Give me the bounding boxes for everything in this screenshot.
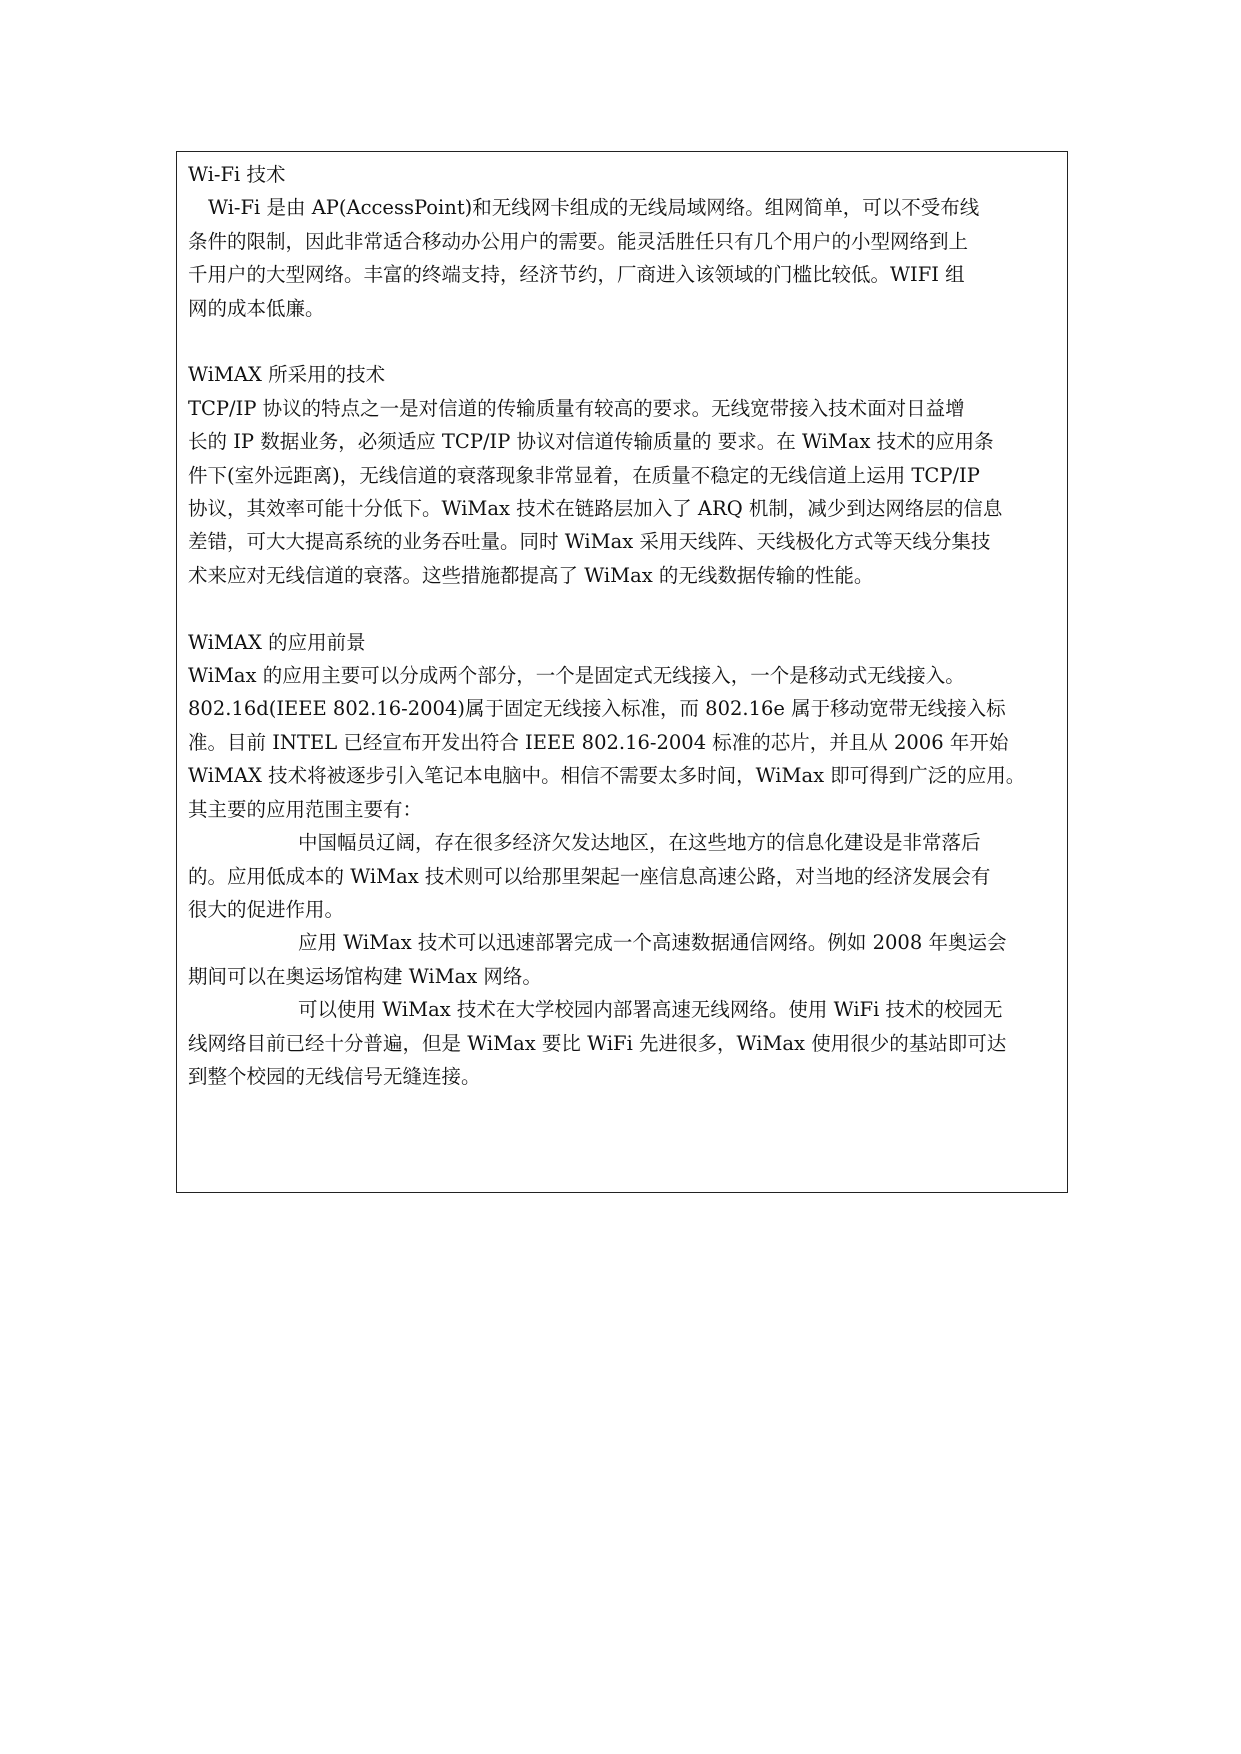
wifi-paragraph-line: 千用户的大型网络。丰富的终端支持，经济节约，厂商进入该领域的门槛比较低。WIFI 组 bbox=[188, 263, 965, 287]
application-item-line: 到整个校园的无线信号无缝连接。 bbox=[188, 1064, 481, 1088]
wimax-tech-paragraph-line: 差错，可大大提高系统的业务吞吐量。同时 WiMax 采用天线阵、天线极化方式等天线分集技 bbox=[188, 530, 991, 554]
wimax-tech-section-title: WiMAX 所采用的技术 bbox=[188, 363, 386, 387]
application-item-line: 中国幅员辽阔，存在很多经济欠发达地区，在这些地方的信息化建设是非常落后 bbox=[298, 831, 981, 855]
application-item-line: 期间可以在奥运场馆构建 WiMax 网络。 bbox=[188, 964, 542, 988]
wimax-tech-paragraph-line: 术来应对无线信道的衰落。这些措施都提高了 WiMax 的无线数据传输的性能。 bbox=[188, 563, 874, 587]
document-box bbox=[176, 151, 1068, 1193]
wimax-apps-section-title: WiMAX 的应用前景 bbox=[188, 630, 366, 654]
wimax-apps-paragraph-line: 准。目前 INTEL 已经宣布开发出符合 IEEE 802.16-2004 标准的芯片，并且从 2006 年开始 bbox=[188, 730, 1009, 754]
wifi-paragraph-line: Wi-Fi 是由 AP(AccessPoint)和无线网卡组成的无线局域网络。组网简单，可以不受布线 bbox=[208, 196, 980, 220]
wifi-paragraph-line: 网的成本低廉。 bbox=[188, 296, 325, 320]
application-item-line: 可以使用 WiMax 技术在大学校园内部署高速无线网络。使用 WiFi 技术的校园无 bbox=[298, 998, 1003, 1022]
wimax-tech-paragraph-line: TCP/IP 协议的特点之一是对信道的传输质量有较高的要求。无线宽带接入技术面对日益增 bbox=[188, 396, 965, 420]
wimax-apps-paragraph-line: WiMax 的应用主要可以分成两个部分，一个是固定式无线接入，一个是移动式无线接入。 bbox=[188, 664, 965, 688]
wimax-apps-paragraph-line: WiMAX 技术将被逐步引入笔记本电脑中。相信不需要太多时间，WiMax 即可得到广泛的应用。 bbox=[188, 764, 1026, 788]
paragraph-spacer bbox=[188, 592, 1056, 625]
wimax-tech-paragraph-line: 件下(室外远距离)，无线信道的衰落现象非常显着，在质量不稳定的无线信道上运用 TCP/IP bbox=[188, 463, 980, 487]
application-item-line: 应用 WiMax 技术可以迅速部署完成一个高速数据通信网络。例如 2008 年奥运会 bbox=[298, 931, 1007, 955]
wifi-paragraph-line: 条件的限制，因此非常适合移动办公用户的需要。能灵活胜任只有几个用户的小型网络到上 bbox=[188, 229, 969, 253]
application-item-line: 很大的促进作用。 bbox=[188, 897, 345, 921]
paragraph-spacer bbox=[188, 325, 1056, 358]
wimax-apps-paragraph-line: 其主要的应用范围主要有： bbox=[188, 797, 423, 821]
application-item-line: 线网络目前已经十分普遍，但是 WiMax 要比 WiFi 先进很多，WiMax 使用很少的基站即可达 bbox=[188, 1031, 1007, 1055]
application-item-line: 的。应用低成本的 WiMax 技术则可以给那里架起一座信息高速公路，对当地的经济发展会有 bbox=[188, 864, 991, 888]
wimax-tech-paragraph-line: 长的 IP 数据业务，必须适应 TCP/IP 协议对信道传输质量的 要求。在 WiMax 技术的应用条 bbox=[188, 430, 994, 454]
wimax-apps-paragraph-line: 802.16d(IEEE 802.16-2004)属于固定无线接入标准，而 802.16e 属于移动宽带无线接入标 bbox=[188, 697, 1006, 721]
wifi-section-title: Wi-Fi 技术 bbox=[188, 163, 286, 186]
wimax-tech-paragraph-line: 协议，其效率可能十分低下。WiMax 技术在链路层加入了 ARQ 机制，减少到达网络层的信息 bbox=[188, 497, 1003, 521]
